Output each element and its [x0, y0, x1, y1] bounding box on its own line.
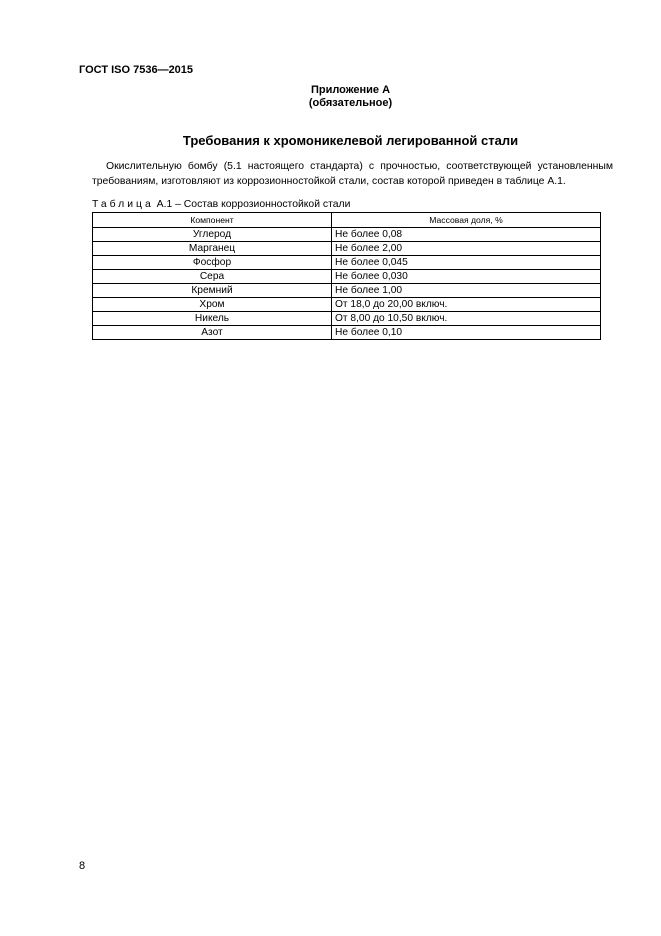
- table-header-row: [93, 213, 601, 228]
- cell-value: Не более 2,00: [332, 242, 601, 256]
- table-caption-text: А.1 – Состав коррозионностойкой стали: [153, 199, 351, 210]
- header-component: Компонент: [93, 213, 332, 228]
- cell-component: Марганец: [93, 242, 332, 256]
- table-row: [93, 284, 601, 298]
- cell-component: Азот: [93, 326, 332, 340]
- composition-table: [92, 212, 601, 340]
- table-caption: [92, 199, 350, 210]
- table-row: [93, 270, 601, 284]
- document-code: ГОСТ ISO 7536—2015: [79, 64, 194, 76]
- table-row: [93, 298, 601, 312]
- table-row: [93, 326, 601, 340]
- cell-value: Не более 0,10: [332, 326, 601, 340]
- appendix-title: Приложение А: [310, 84, 391, 96]
- cell-component: Кремний: [93, 284, 332, 298]
- cell-component: Углерод: [93, 228, 332, 242]
- cell-value: Не более 0,08: [332, 228, 601, 242]
- cell-value: От 8,00 до 10,50 включ.: [332, 312, 601, 326]
- cell-value: Не более 0,030: [332, 270, 601, 284]
- table-caption-prefix: Таблица: [92, 199, 154, 210]
- table-row: [93, 242, 601, 256]
- page-number: 8: [79, 860, 86, 872]
- cell-value: От 18,0 до 20,00 включ.: [332, 298, 601, 312]
- cell-component: Сера: [93, 270, 332, 284]
- body-paragraph: Окислительную бомбу (5.1 настоящего стандарта) с прочностью, соответствующей установленным требованиям, изготовляют из коррозионностойкой стали, состав которой приведен в таблице А.1.: [92, 161, 613, 187]
- table-row: [93, 312, 601, 326]
- table-row: [93, 228, 601, 242]
- cell-component: Хром: [93, 298, 332, 312]
- appendix-subtitle: (обязательное): [308, 97, 393, 109]
- section-title: Требования к хромоникелевой легированной стали: [182, 133, 519, 148]
- cell-value: Не более 1,00: [332, 284, 601, 298]
- cell-component: Фосфор: [93, 256, 332, 270]
- header-mass-fraction: Массовая доля, %: [332, 213, 601, 228]
- cell-component: Никель: [93, 312, 332, 326]
- table-row: [93, 256, 601, 270]
- cell-value: Не более 0,045: [332, 256, 601, 270]
